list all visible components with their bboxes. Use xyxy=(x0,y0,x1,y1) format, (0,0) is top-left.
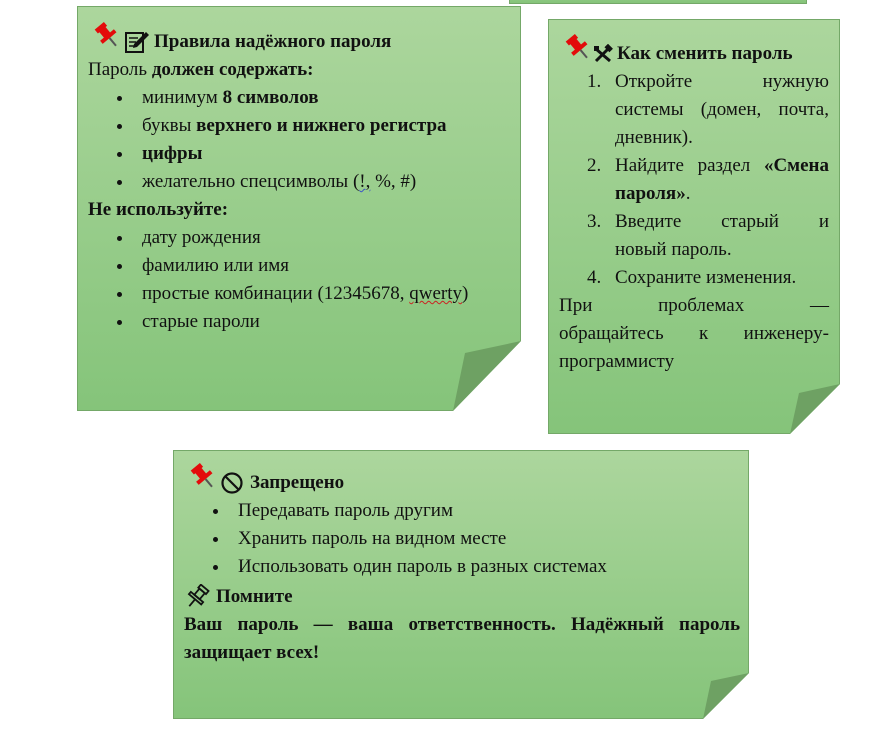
list-item: фамилию или имя xyxy=(88,252,508,280)
list-item: старые пароли xyxy=(88,308,508,336)
note-change-password xyxy=(548,19,840,434)
page-fold xyxy=(703,673,749,719)
forbidden-list xyxy=(184,497,740,581)
steps-list xyxy=(559,68,829,292)
list-item: Использовать один пароль в разных системах xyxy=(184,553,740,581)
dont-use-list xyxy=(88,224,508,336)
list-item: 2. Найдите раздел «Смена пароля». xyxy=(587,155,829,204)
dont-use-heading: Не используйте: xyxy=(88,199,229,220)
forbidden-title-text: Запрещено xyxy=(250,472,345,493)
prohibited-icon xyxy=(220,471,244,495)
red-pushpin-icon xyxy=(188,462,218,490)
list-item: минимум 8 символов xyxy=(88,84,508,112)
tools-icon xyxy=(593,44,613,64)
list-item: желательно спецсимволы (!, %, #) xyxy=(88,168,508,196)
list-item: простые комбинации (12345678, qwerty) xyxy=(88,280,508,308)
remember-text: Ваш пароль — ваша ответственность. Надёжный пароль защищает всех! xyxy=(184,614,740,663)
rules-intro: Пароль должен содержать: xyxy=(88,59,314,80)
remember-title-text: Помните xyxy=(216,586,293,607)
change-title xyxy=(563,40,829,68)
remember-title xyxy=(184,583,740,611)
red-pushpin-icon xyxy=(563,33,593,61)
forbidden-title xyxy=(188,469,740,497)
list-item: 1. Откройте нужную системы (домен, почта, дневник). xyxy=(587,71,829,148)
rules-title-text: Правила надёжного пароля xyxy=(154,31,392,52)
list-item: Передавать пароль другим xyxy=(184,497,740,525)
must-contain-list xyxy=(88,84,508,196)
list-item: дату рождения xyxy=(88,224,508,252)
partial-note-top xyxy=(509,0,807,4)
red-pushpin-icon xyxy=(92,21,122,49)
note-forbidden xyxy=(173,450,749,719)
list-item: цифры xyxy=(88,140,508,168)
page-fold xyxy=(453,341,521,411)
page-fold xyxy=(790,384,840,434)
list-item: Хранить пароль на видном месте xyxy=(184,525,740,553)
notepad-pencil-icon xyxy=(124,30,150,54)
change-footer: При проблемах — обращайтесь к инженеру- программисту xyxy=(559,295,829,372)
list-item: 3. Введите старый и новый пароль. xyxy=(587,211,829,260)
rules-title xyxy=(92,28,508,56)
note-password-rules xyxy=(77,6,521,411)
pushpin-outline-icon xyxy=(184,584,210,610)
change-title-text: Как сменить пароль xyxy=(617,43,793,64)
list-item: буквы верхнего и нижнего регистра xyxy=(88,112,508,140)
list-item: 4. Сохраните изменения. xyxy=(587,267,797,288)
